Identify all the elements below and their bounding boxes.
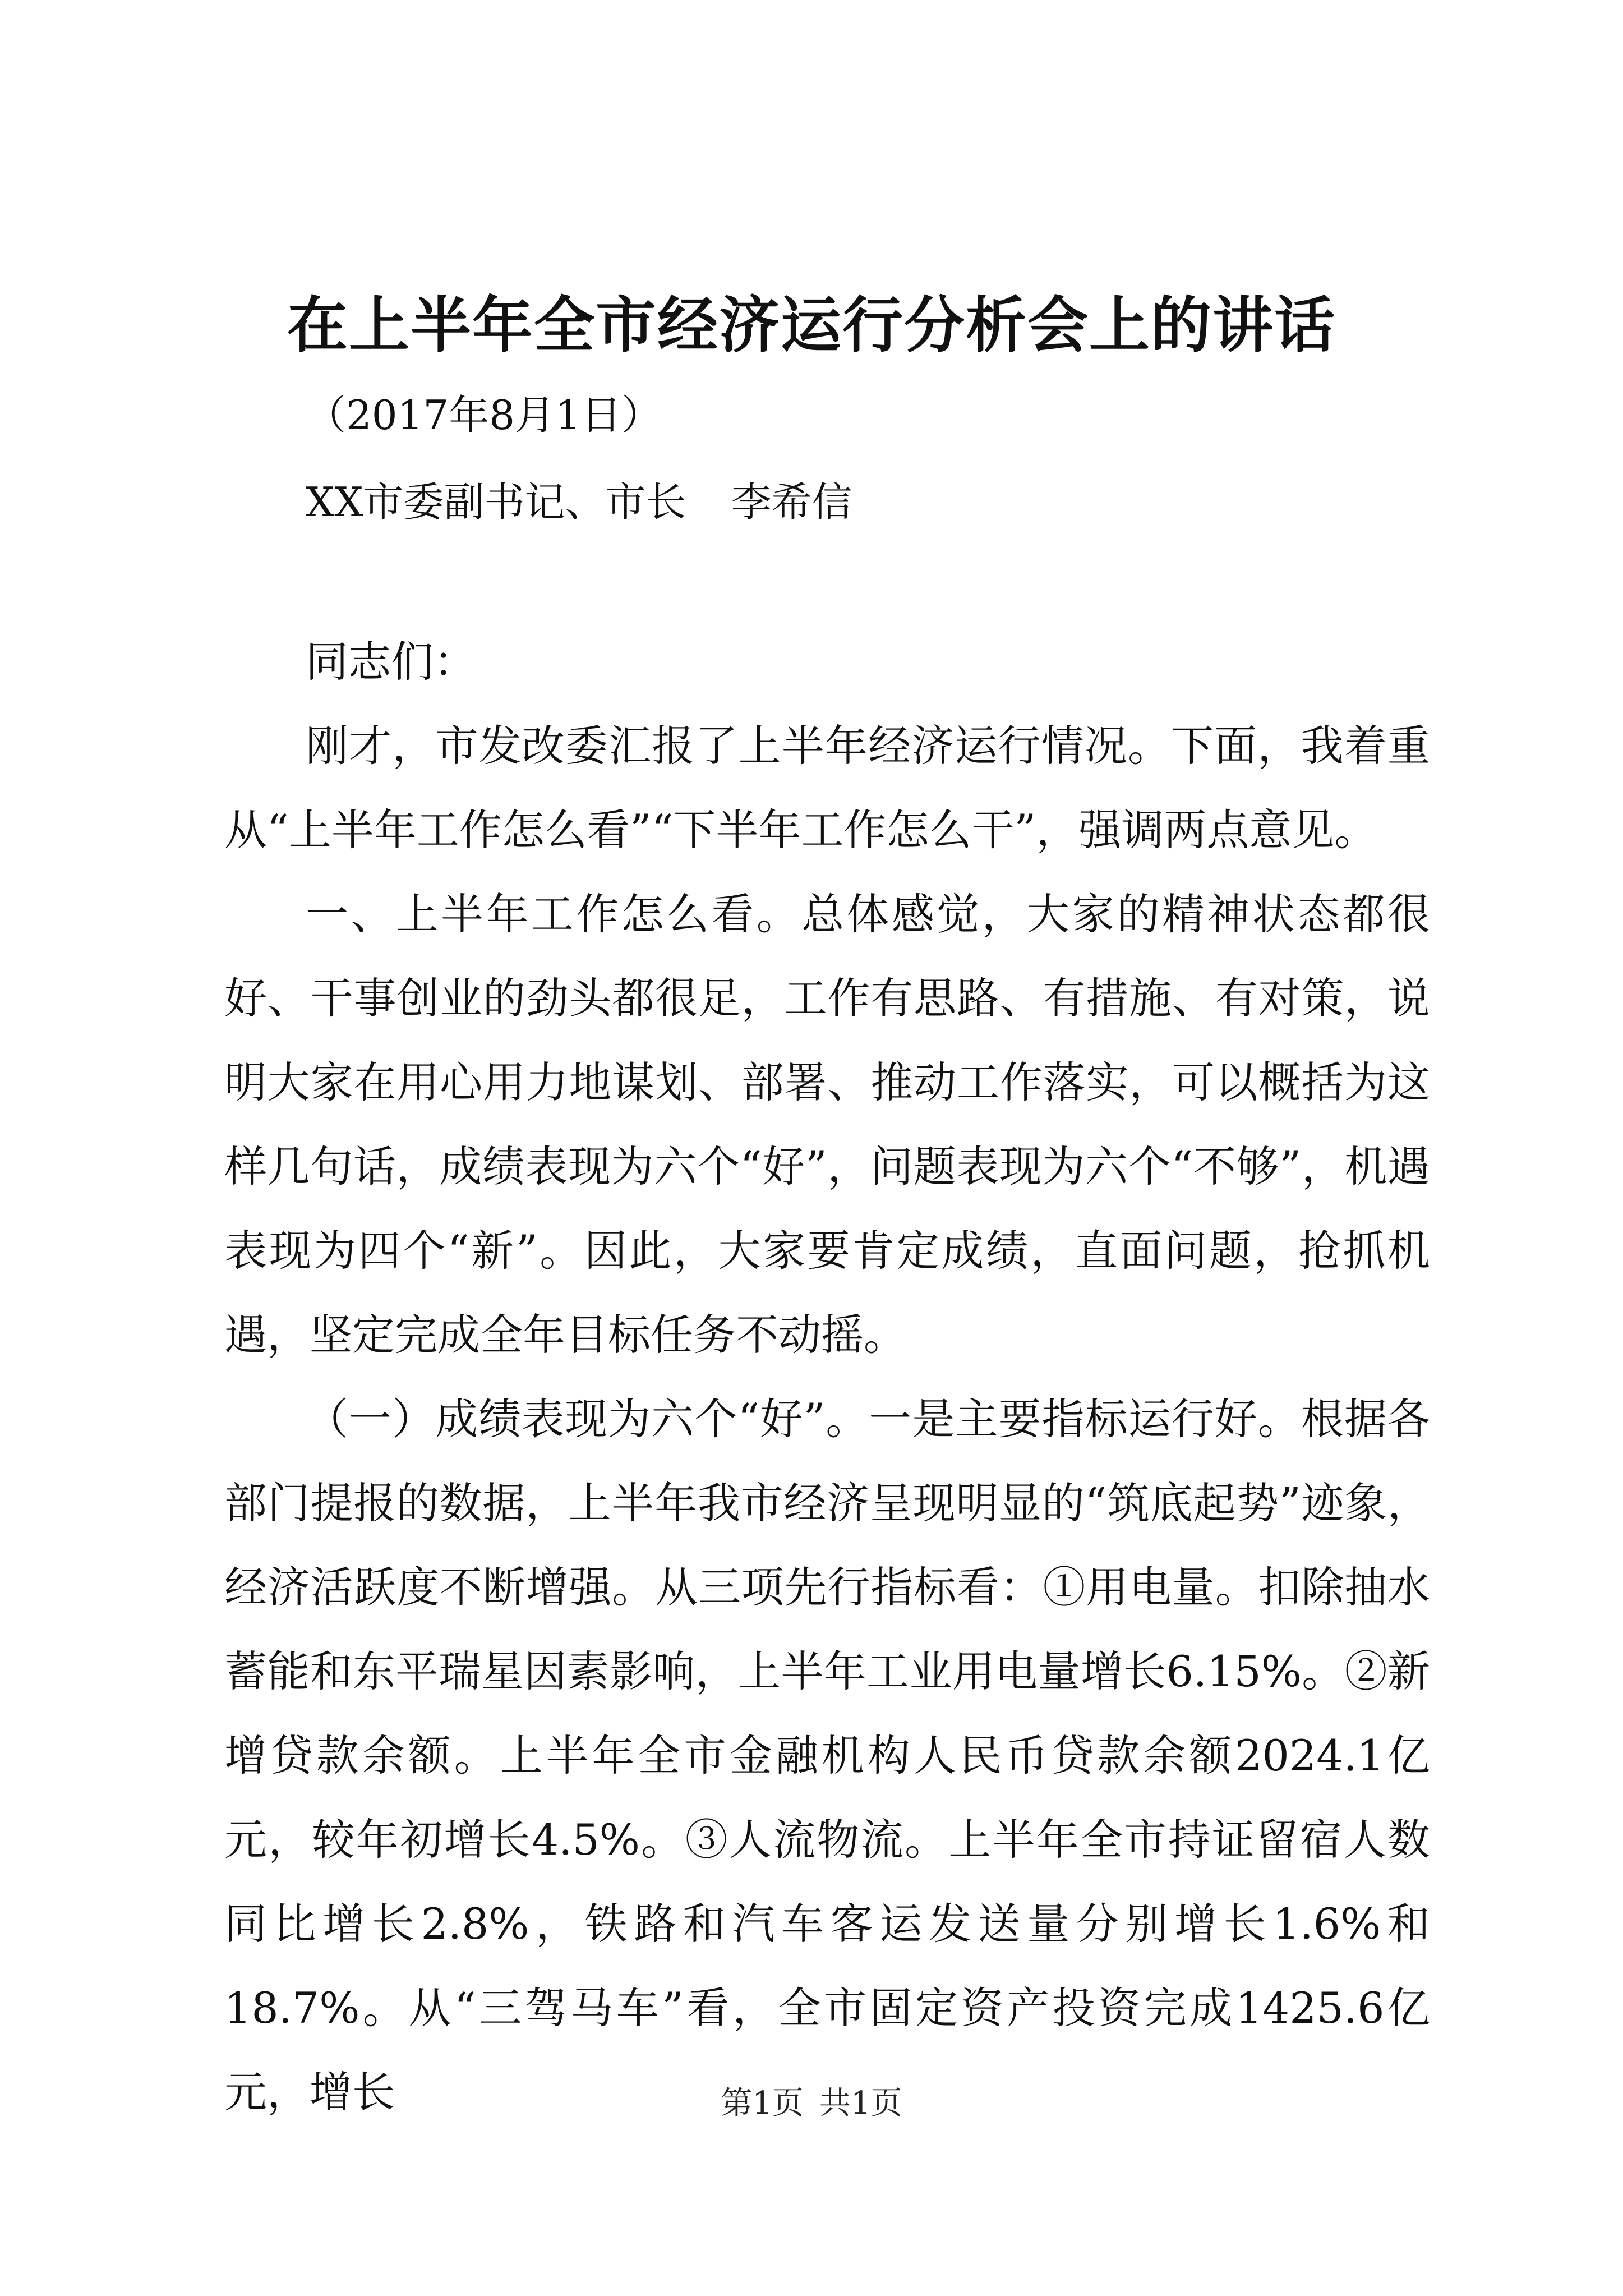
speaker-role: XX市委副书记、市长: [306, 478, 686, 526]
paragraph-achievements: （一）成绩表现为六个“好”。一是主要指标运行好。根据各部门提报的数据，上半年我市经济呈现明显的“筑底起势”迹象，经济活跃度不断增强。从三项先行指标看：①用电量。扣除抽水蓄能和东平瑞星因素影响，上半年工业用电量增长6.15%。②新增贷款余额。上半年全市金融机构人民币贷款余额2024.1亿元，较年初增长4.5%。③人流物流。上半年全市持证留宿人数同比增长2.8%，铁路和汽车客运发送量分别增长1.6%和18.7%。从“三驾马车”看，全市固定资产投资完成1425.6亿元，增长: [224, 1394, 1430, 2117]
speech-date: （2017年8月1日）: [306, 392, 662, 439]
page-footer: [0, 2081, 1623, 2126]
salutation: 同志们：: [306, 637, 476, 687]
page-total: 共1页: [819, 2085, 902, 2122]
document-title: 在上半年全市经济运行分析会上的讲话: [287, 290, 1336, 361]
speech-body: [224, 704, 1430, 2134]
paragraph-intro: 刚才，市发改委汇报了上半年经济运行情况。下面，我着重从“上半年工作怎么看”“下半年工作怎么干”，强调两点意见。: [224, 721, 1430, 855]
speaker-name: 李希信: [731, 478, 852, 526]
page-number: 第1页: [721, 2085, 804, 2122]
paragraph-section-one: 一、上半年工作怎么看。总体感觉，大家的精神状态都很好、干事创业的劲头都很足，工作有思路、有措施、有对策，说明大家在用心用力地谋划、部署、推动工作落实，可以概括为这样几句话，成绩表现为六个“好”，问题表现为六个“不够”，机遇表现为四个“新”。因此，大家要肯定成绩，直面问题，抢抓机遇，坚定完成全年目标任务不动摇。: [224, 889, 1430, 1360]
speaker-line: [306, 474, 852, 530]
